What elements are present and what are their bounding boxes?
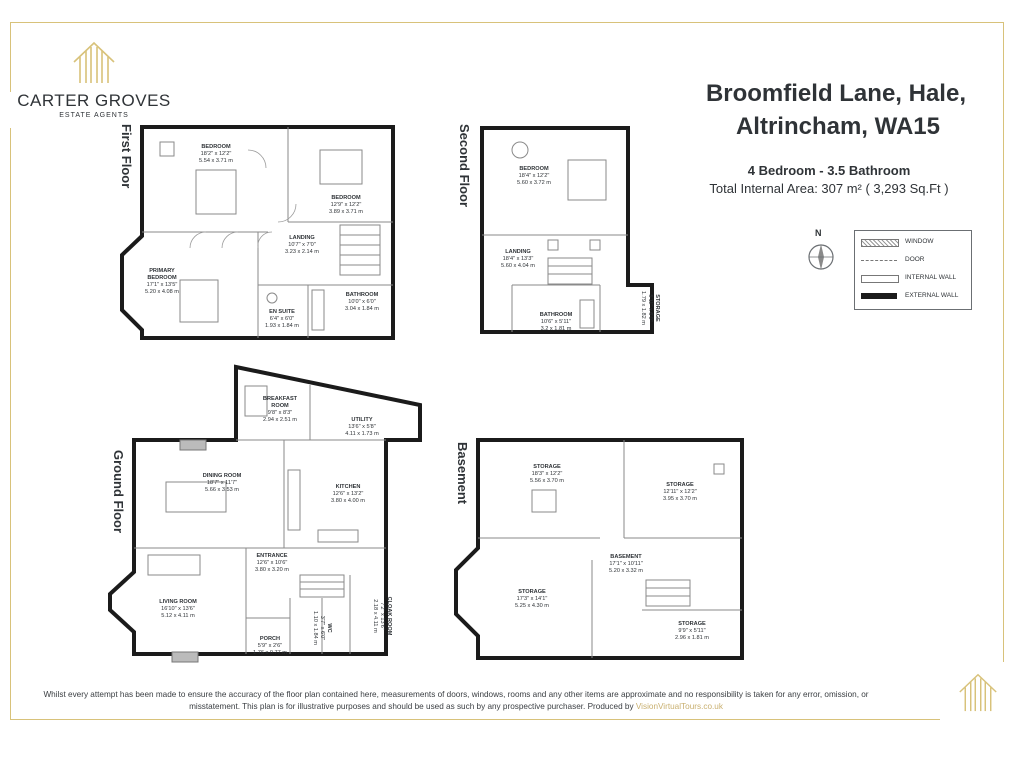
disclaimer <box>26 689 886 713</box>
brand-subtitle: ESTATE AGENTS <box>59 112 129 119</box>
sf-bed-imp: 18'4" x 12'2" <box>518 173 550 179</box>
property-title-line1: Broomfield Lane, Hale, <box>705 80 966 107</box>
gf-dining-met: 5.66 x 3.53 m <box>205 487 239 493</box>
ff-landing-imp: 10'7" x 7'0" <box>288 242 316 248</box>
second-floor-plan <box>482 128 652 332</box>
producer-link[interactable]: VisionVirtualTours.co.uk <box>635 702 723 711</box>
gf-wc-name: WC <box>326 623 332 633</box>
gf-wc-met: 1.10 x 1.84 m <box>312 611 318 645</box>
ff-ensuite-met: 1.93 x 1.84 m <box>265 323 299 329</box>
legend: WINDOW DOOR INTERNAL WALL EXTERNAL WALL <box>854 230 972 310</box>
b-basement-name: BASEMENT <box>610 554 642 560</box>
b-storage4-met: 2.96 x 1.81 m <box>675 635 709 641</box>
gf-breakfast-imp: 9'8" x 8'3" <box>267 410 293 416</box>
ff-bath-imp: 10'0" x 6'0" <box>348 299 376 305</box>
ff-ensuite-name: EN SUITE <box>269 309 295 315</box>
gf-entrance-met: 3.80 x 3.20 m <box>255 567 289 573</box>
floor-label-basement: Basement <box>455 442 470 505</box>
b-basement-met: 5.20 x 3.32 m <box>609 568 643 574</box>
sf-landing-met: 5.60 x 4.04 m <box>501 263 535 269</box>
house-lines-icon <box>956 672 1000 712</box>
ff-bed1-met: 5.54 x 3.71 m <box>199 158 233 164</box>
floor-label-ground: Ground Floor <box>111 450 126 534</box>
sf-storage-imp: 5'11" x 6'0" <box>647 294 653 322</box>
b-basement-imp: 17'1" x 10'11" <box>609 561 643 567</box>
ff-bath-met: 3.04 x 1.84 m <box>345 306 379 312</box>
total-area: Total Internal Area: 307 m² ( 3,293 Sq.Ft ) <box>709 181 949 196</box>
gf-breakfast-met: 2.94 x 2.51 m <box>263 417 297 423</box>
ff-primary-name1: PRIMARY <box>149 268 175 274</box>
ff-bed2-imp: 12'9" x 12'2" <box>330 202 362 208</box>
b-storage1-name: STORAGE <box>533 464 561 470</box>
gf-kitchen-imp: 12'6" x 13'2" <box>332 491 364 497</box>
ff-bed2-name: BEDROOM <box>331 195 361 201</box>
gf-cloak-name: CLOAK ROOM <box>386 596 392 636</box>
ff-bed1-name: BEDROOM <box>201 144 231 150</box>
b-storage4-imp: 9'9" x 5'11" <box>678 628 706 634</box>
gf-utility-imp: 13'6" x 5'8" <box>348 424 376 430</box>
gf-cloak-met: 2.18 x 4.11 m <box>372 599 378 633</box>
ff-primary-name2: BEDROOM <box>147 275 177 281</box>
b-storage2-imp: 12'11" x 12'2" <box>663 489 697 495</box>
gf-porch-imp: 5'9" x 2'6" <box>257 643 283 649</box>
gf-porch-met: 1.76 x 0.77 m <box>253 650 287 656</box>
ff-bed1-imp: 18'2" x 12'2" <box>200 151 232 157</box>
gf-entrance-imp: 12'6" x 10'6" <box>256 560 288 566</box>
gf-dining-name: DINING ROOM <box>202 473 242 479</box>
property-title-line2: Altrincham, WA15 <box>735 113 940 140</box>
sf-bed-name: BEDROOM <box>519 166 549 172</box>
sf-bed-met: 5.60 x 3.72 m <box>517 180 551 186</box>
gf-entrance-name: ENTRANCE <box>256 553 288 559</box>
b-storage1-met: 5.56 x 3.70 m <box>530 478 564 484</box>
floor-label-second: Second Floor <box>457 124 472 208</box>
sf-storage-met: 1.79 x 1.82 m <box>640 291 646 325</box>
sf-landing-name: LANDING <box>505 249 531 255</box>
ff-landing-met: 3.23 x 2.14 m <box>285 249 319 255</box>
gf-utility-name: UTILITY <box>351 417 373 423</box>
b-storage2-met: 3.95 x 3.70 m <box>663 496 697 502</box>
ff-bed2-met: 3.89 x 3.71 m <box>329 209 363 215</box>
gf-kitchen-name: KITCHEN <box>335 484 361 490</box>
gf-breakfast-name1: BREAKFAST <box>262 396 298 402</box>
compass-north-label: N <box>815 228 822 238</box>
b-storage1-imp: 18'3" x 12'2" <box>531 471 563 477</box>
gf-utility-met: 4.11 x 1.73 m <box>345 431 379 437</box>
ff-landing-name: LANDING <box>289 235 315 241</box>
gf-breakfast-name2: ROOM <box>271 403 289 409</box>
b-storage4-name: STORAGE <box>678 621 706 627</box>
b-storage3-name: STORAGE <box>518 589 546 595</box>
gf-porch-name: PORCH <box>259 636 281 642</box>
sf-storage-name: STORAGE <box>654 294 660 322</box>
ff-bath-name: BATHROOM <box>345 292 379 298</box>
corner-logo <box>956 672 1000 717</box>
ff-primary-met: 5.20 x 4.08 m <box>145 289 179 295</box>
b-storage3-imp: 17'3" x 14'1" <box>516 596 548 602</box>
sf-bath-imp: 10'6" x 5'11" <box>540 319 572 325</box>
ff-primary-imp: 17'1" x 13'5" <box>146 282 178 288</box>
gf-living-imp: 16'10" x 13'6" <box>161 606 195 612</box>
sf-landing-imp: 18'4" x 13'3" <box>502 256 534 262</box>
disclaimer-text: Whilst every attempt has been made to ensure the accuracy of the floor plan contained here, measurements of doors, windows, rooms and any other items are approximate and no responsibility is taken for any error, omission, or misstatement. This plan is for illustrative purposes and should be used as such by any prospective purchaser. Produced by <box>43 690 869 711</box>
gf-living-met: 5.12 x 4.11 m <box>161 613 195 619</box>
gf-dining-imp: 18'7" x 11'7" <box>206 480 238 486</box>
sf-storage-label <box>640 291 660 325</box>
b-storage2-name: STORAGE <box>666 482 694 488</box>
brand-name: CARTER GROVES <box>17 91 171 110</box>
gf-wc-imp: 3'7" x 6'0" <box>319 615 325 641</box>
sf-bath-name: BATHROOM <box>539 312 573 318</box>
gf-kitchen-met: 3.80 x 4.00 m <box>331 498 365 504</box>
gf-living-name: LIVING ROOM <box>159 599 197 605</box>
sf-bath-met: 3.2 x 1.81 m <box>540 326 572 332</box>
b-storage3-met: 5.25 x 4.30 m <box>515 603 549 609</box>
floor-label-first: First Floor <box>119 124 134 189</box>
ff-ensuite-imp: 6'4" x 6'0" <box>269 316 295 322</box>
beds-baths: 4 Bedroom - 3.5 Bathroom <box>747 163 911 178</box>
gf-cloak-imp: 7'2" x 13'6" <box>379 602 385 630</box>
